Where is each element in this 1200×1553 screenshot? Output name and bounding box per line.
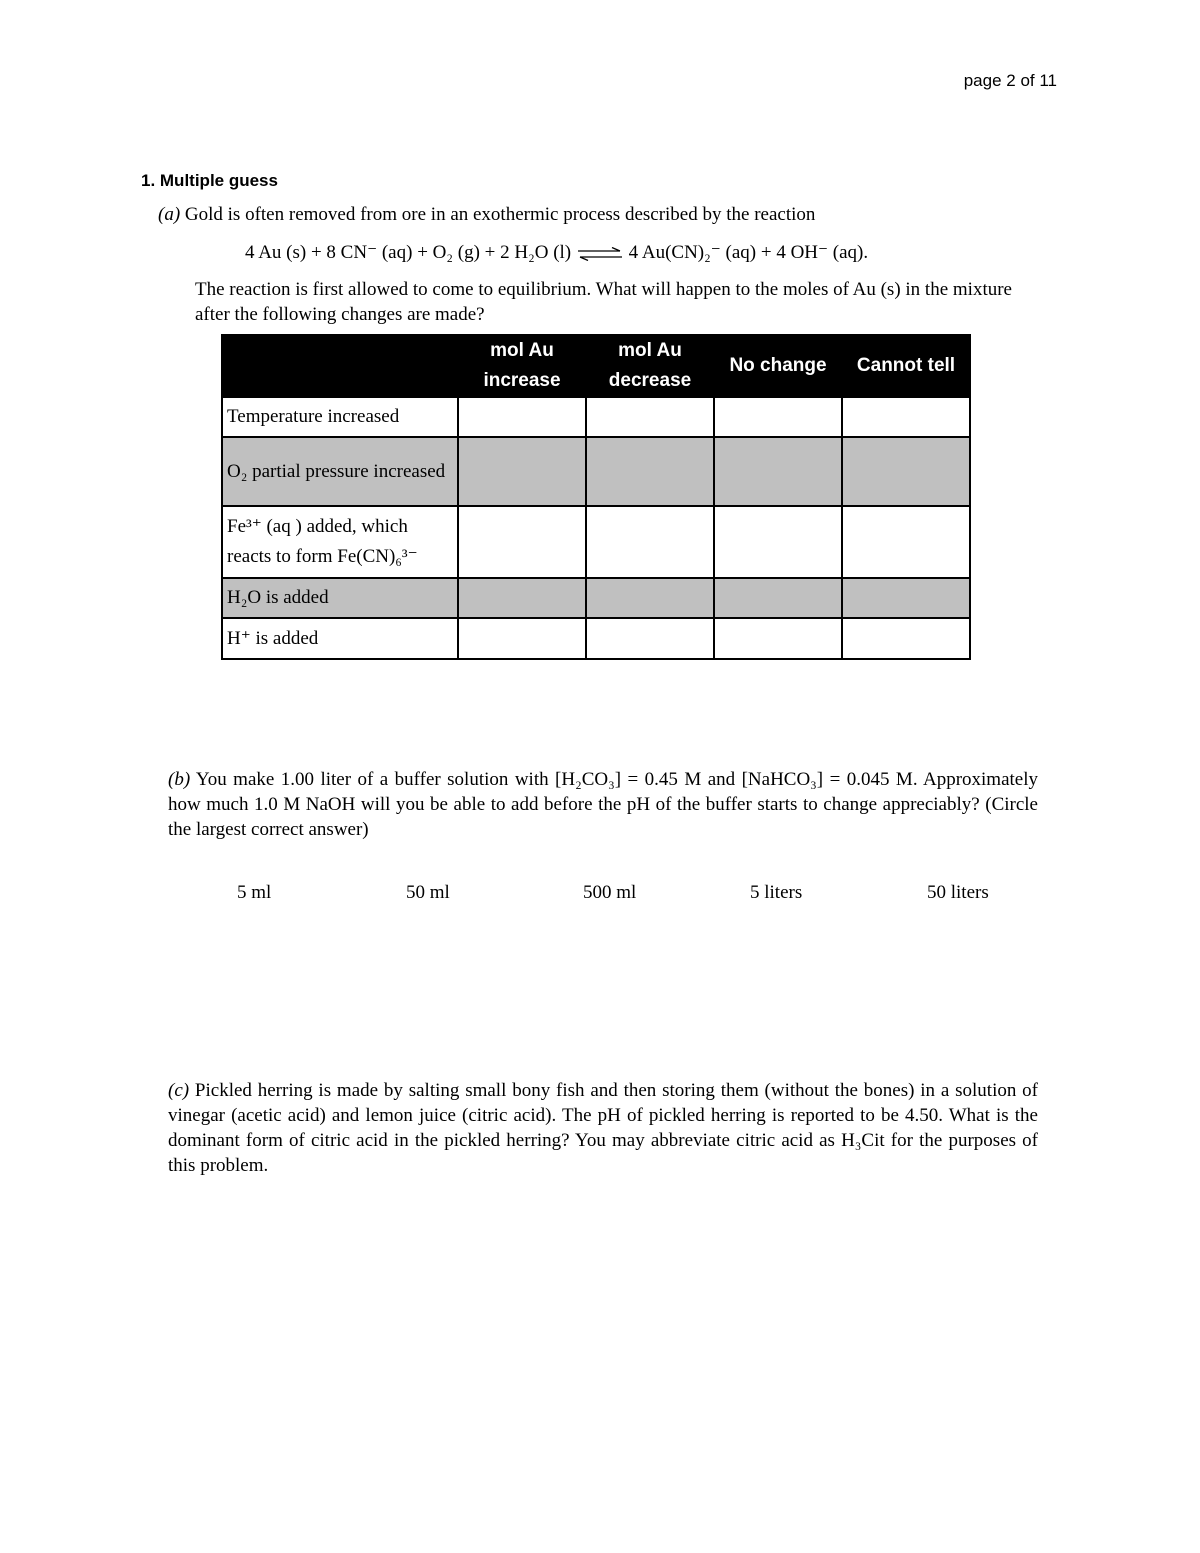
- section-heading: 1. Multiple guess: [141, 171, 278, 190]
- part-b-label: (b): [168, 769, 191, 790]
- answer-cell[interactable]: [842, 578, 970, 618]
- row-label-temperature: Temperature increased: [222, 397, 458, 437]
- answer-cell[interactable]: [586, 578, 714, 618]
- answer-cell[interactable]: [458, 506, 586, 578]
- header-mol-au-increase: mol Au increase: [458, 335, 586, 397]
- answer-cell[interactable]: [458, 578, 586, 618]
- choice-5-liters[interactable]: 5 liters: [750, 882, 803, 903]
- part-b-text: You make 1.00 liter of a buffer solution with [H₂CO₃] = 0.45 M and [NaHCO₃] = 0.045 M. Approximately how much 1.0 M NaOH will you be able to add before the pH of the buffer starts to change appreciably? (Circle the largest correct answer): [168, 769, 1039, 840]
- choice-50-ml[interactable]: 50 ml: [406, 882, 450, 903]
- part-a-intro-text: Gold is often removed from ore in an exothermic process described by the reaction: [184, 204, 816, 225]
- table-row: [222, 618, 970, 659]
- row-label-h2o-added: H₂O is added: [222, 578, 458, 618]
- page-number: page 2 of 11: [963, 71, 1057, 90]
- answer-table: [221, 334, 971, 660]
- answer-cell[interactable]: [586, 618, 714, 659]
- part-c-label: (c): [168, 1080, 190, 1101]
- table-row: [222, 506, 970, 578]
- answer-cell[interactable]: [714, 578, 842, 618]
- answer-cell[interactable]: [458, 618, 586, 659]
- answer-cell[interactable]: [458, 437, 586, 506]
- header-no-change: No change: [714, 335, 842, 397]
- answer-cell[interactable]: [842, 506, 970, 578]
- choice-5-ml[interactable]: 5 ml: [237, 882, 272, 903]
- answer-cell[interactable]: [586, 437, 714, 506]
- answer-cell[interactable]: [842, 437, 970, 506]
- row-label-h-plus-added: H⁺ is added: [222, 618, 458, 659]
- answer-cell[interactable]: [714, 618, 842, 659]
- table-row: [222, 578, 970, 618]
- part-b: [168, 767, 1038, 842]
- answer-cell[interactable]: [714, 506, 842, 578]
- choice-500-ml[interactable]: 500 ml: [583, 882, 637, 903]
- choice-50-liters[interactable]: 50 liters: [927, 882, 989, 903]
- equation-products: 4 Au(CN)₂⁻ (aq) + 4 OH⁻ (aq).: [628, 242, 869, 263]
- answer-cell[interactable]: [714, 437, 842, 506]
- row-label-fe3-added: Fe³⁺ (aq ) added, which reacts to form Fe(CN)₆³⁻: [222, 506, 458, 578]
- table-row: [222, 437, 970, 506]
- table-row: [222, 397, 970, 437]
- part-a-label: (a): [158, 204, 181, 225]
- equilibrium-arrow-icon: [576, 247, 624, 261]
- equation-reactants: 4 Au (s) + 8 CN⁻ (aq) + O₂ (g) + 2 H₂O (l): [245, 242, 572, 263]
- row-label-o2-pressure: O₂ partial pressure increased: [222, 437, 458, 506]
- table-header-row: [222, 335, 970, 397]
- answer-cell[interactable]: [458, 397, 586, 437]
- header-mol-au-decrease: mol Au decrease: [586, 335, 714, 397]
- answer-cell[interactable]: [586, 506, 714, 578]
- part-a-intro: [158, 202, 815, 227]
- part-c-text: Pickled herring is made by salting small bony fish and then storing them (without the bones) in a solution of vinegar (acetic acid) and lemon juice (citric acid). The pH of pickled herring is reported to be 4.50. What is the dominant form of citric acid in the pickled herring? You may abbreviate citric acid as H₃Cit for the purposes of this problem.: [168, 1080, 1039, 1176]
- part-c: [168, 1078, 1038, 1178]
- answer-cell[interactable]: [714, 397, 842, 437]
- answer-cell[interactable]: [842, 618, 970, 659]
- answer-cell[interactable]: [586, 397, 714, 437]
- table-corner-cell: [222, 335, 458, 397]
- reaction-equation: [245, 240, 868, 265]
- part-a-question: The reaction is first allowed to come to equilibrium. What will happen to the moles of Au (s) in the mixture after the following changes are made?: [195, 279, 1012, 325]
- header-cannot-tell: Cannot tell: [842, 335, 970, 397]
- answer-cell[interactable]: [842, 397, 970, 437]
